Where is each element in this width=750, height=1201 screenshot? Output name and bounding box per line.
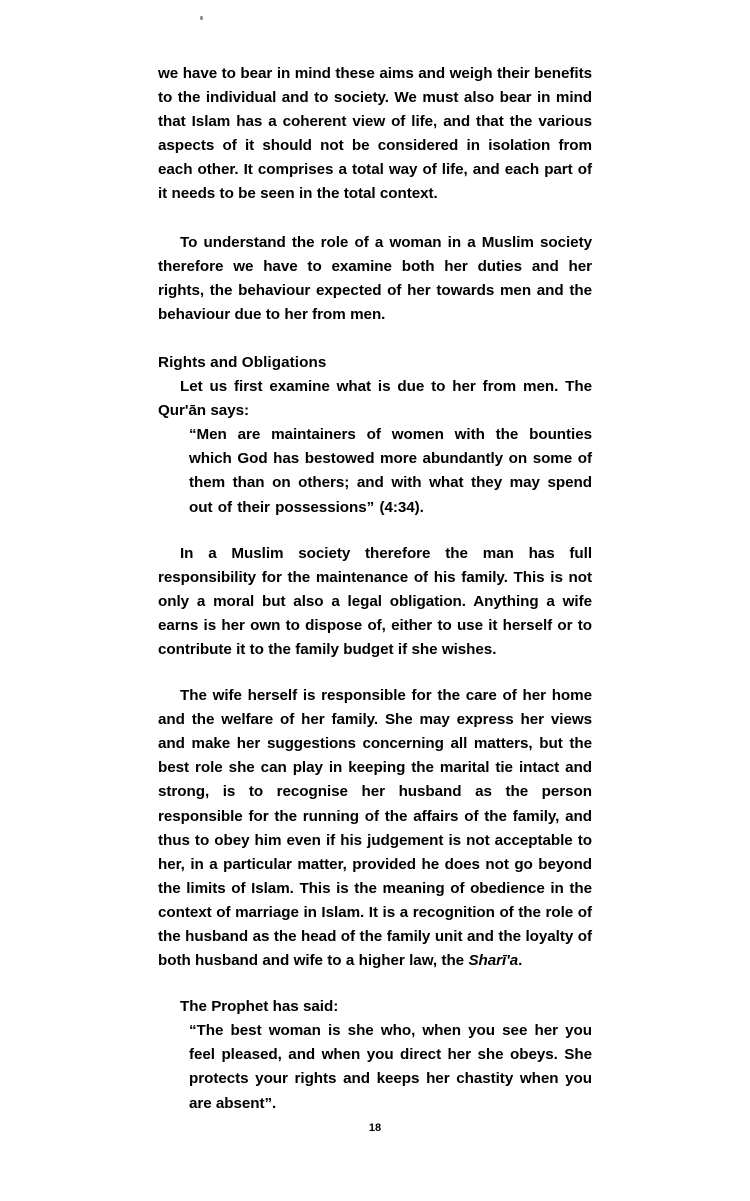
blockquote-quran-4-34: “Men are maintainers of women with the bounties which God has bestowed more abundantly on some of them than on others; and with what they may spend out of their possessions” (4:34). [189, 426, 592, 516]
paragraph-wife-responsibility-text: The wife herself is responsible for the care of her home and the welfare of her family. She may express her views and make her suggestions concerning all matters, but the best role she can play in keeping the marital tie intact and strong, is to recognise her husband as the person responsible for the running of the affairs of the family, and thus to obey him even if his judgement is not acceptable to her, in a particular matter, provided he does not go beyond the limits of Islam. This is the meaning of obedience in the context of marriage in Islam. It is a recognition of the role of the husband as the head of the family unit and the loyalty of both husband and wife to a higher law, the [158, 687, 592, 970]
paragraph-let-us-first-examine: Let us first examine what is due to her from men. The Qur'ān says: [158, 378, 592, 420]
paragraph-spacer [158, 662, 592, 684]
section-heading-rights-and-obligations: Rights and Obligations [158, 353, 327, 371]
blockquote-prophet-saying: “The best woman is she who, when you see her you feel pleased, and when you direct her she obeys. She protects your rights and keeps her chastity when you are absent”. [189, 1022, 592, 1112]
paragraph-spacer [158, 973, 592, 995]
paragraph-muslim-society-maintenance: In a Muslim society therefore the man has full responsibility for the maintenance of his family. This is not only a moral but also a legal obligation. Anything a wife earns is her own to dispose of, either to use it herself or to contribute it to the family budget if she wishes. [158, 544, 592, 658]
paragraph-spacer [158, 207, 592, 231]
scan-artifact-speck [200, 16, 203, 20]
text-column [158, 62, 592, 1116]
paragraph-understand-role: To understand the role of a woman in a Muslim society therefore we have to examine both her duties and her rights, the behaviour expected of her towards men and the behaviour due to her from men. [158, 233, 592, 323]
paragraph-wife-responsibility [158, 684, 592, 973]
paragraph-spacer [158, 327, 592, 351]
term-sharia: Sharī'a [468, 952, 519, 970]
paragraph-wife-responsibility-end: . [518, 952, 523, 970]
paragraph-prophet-intro: The Prophet has said: [180, 998, 339, 1016]
paragraph-spacer [158, 520, 592, 542]
page-number: 18 [368, 1122, 382, 1134]
paragraph-opening: we have to bear in mind these aims and weigh their benefits to the individual and to society. We must also bear in mind that Islam has a coherent view of life, and that the various aspects of it should not be considered in isolation from each other. It comprises a total way of life, and each part of it needs to be seen in the total context. [158, 65, 592, 203]
